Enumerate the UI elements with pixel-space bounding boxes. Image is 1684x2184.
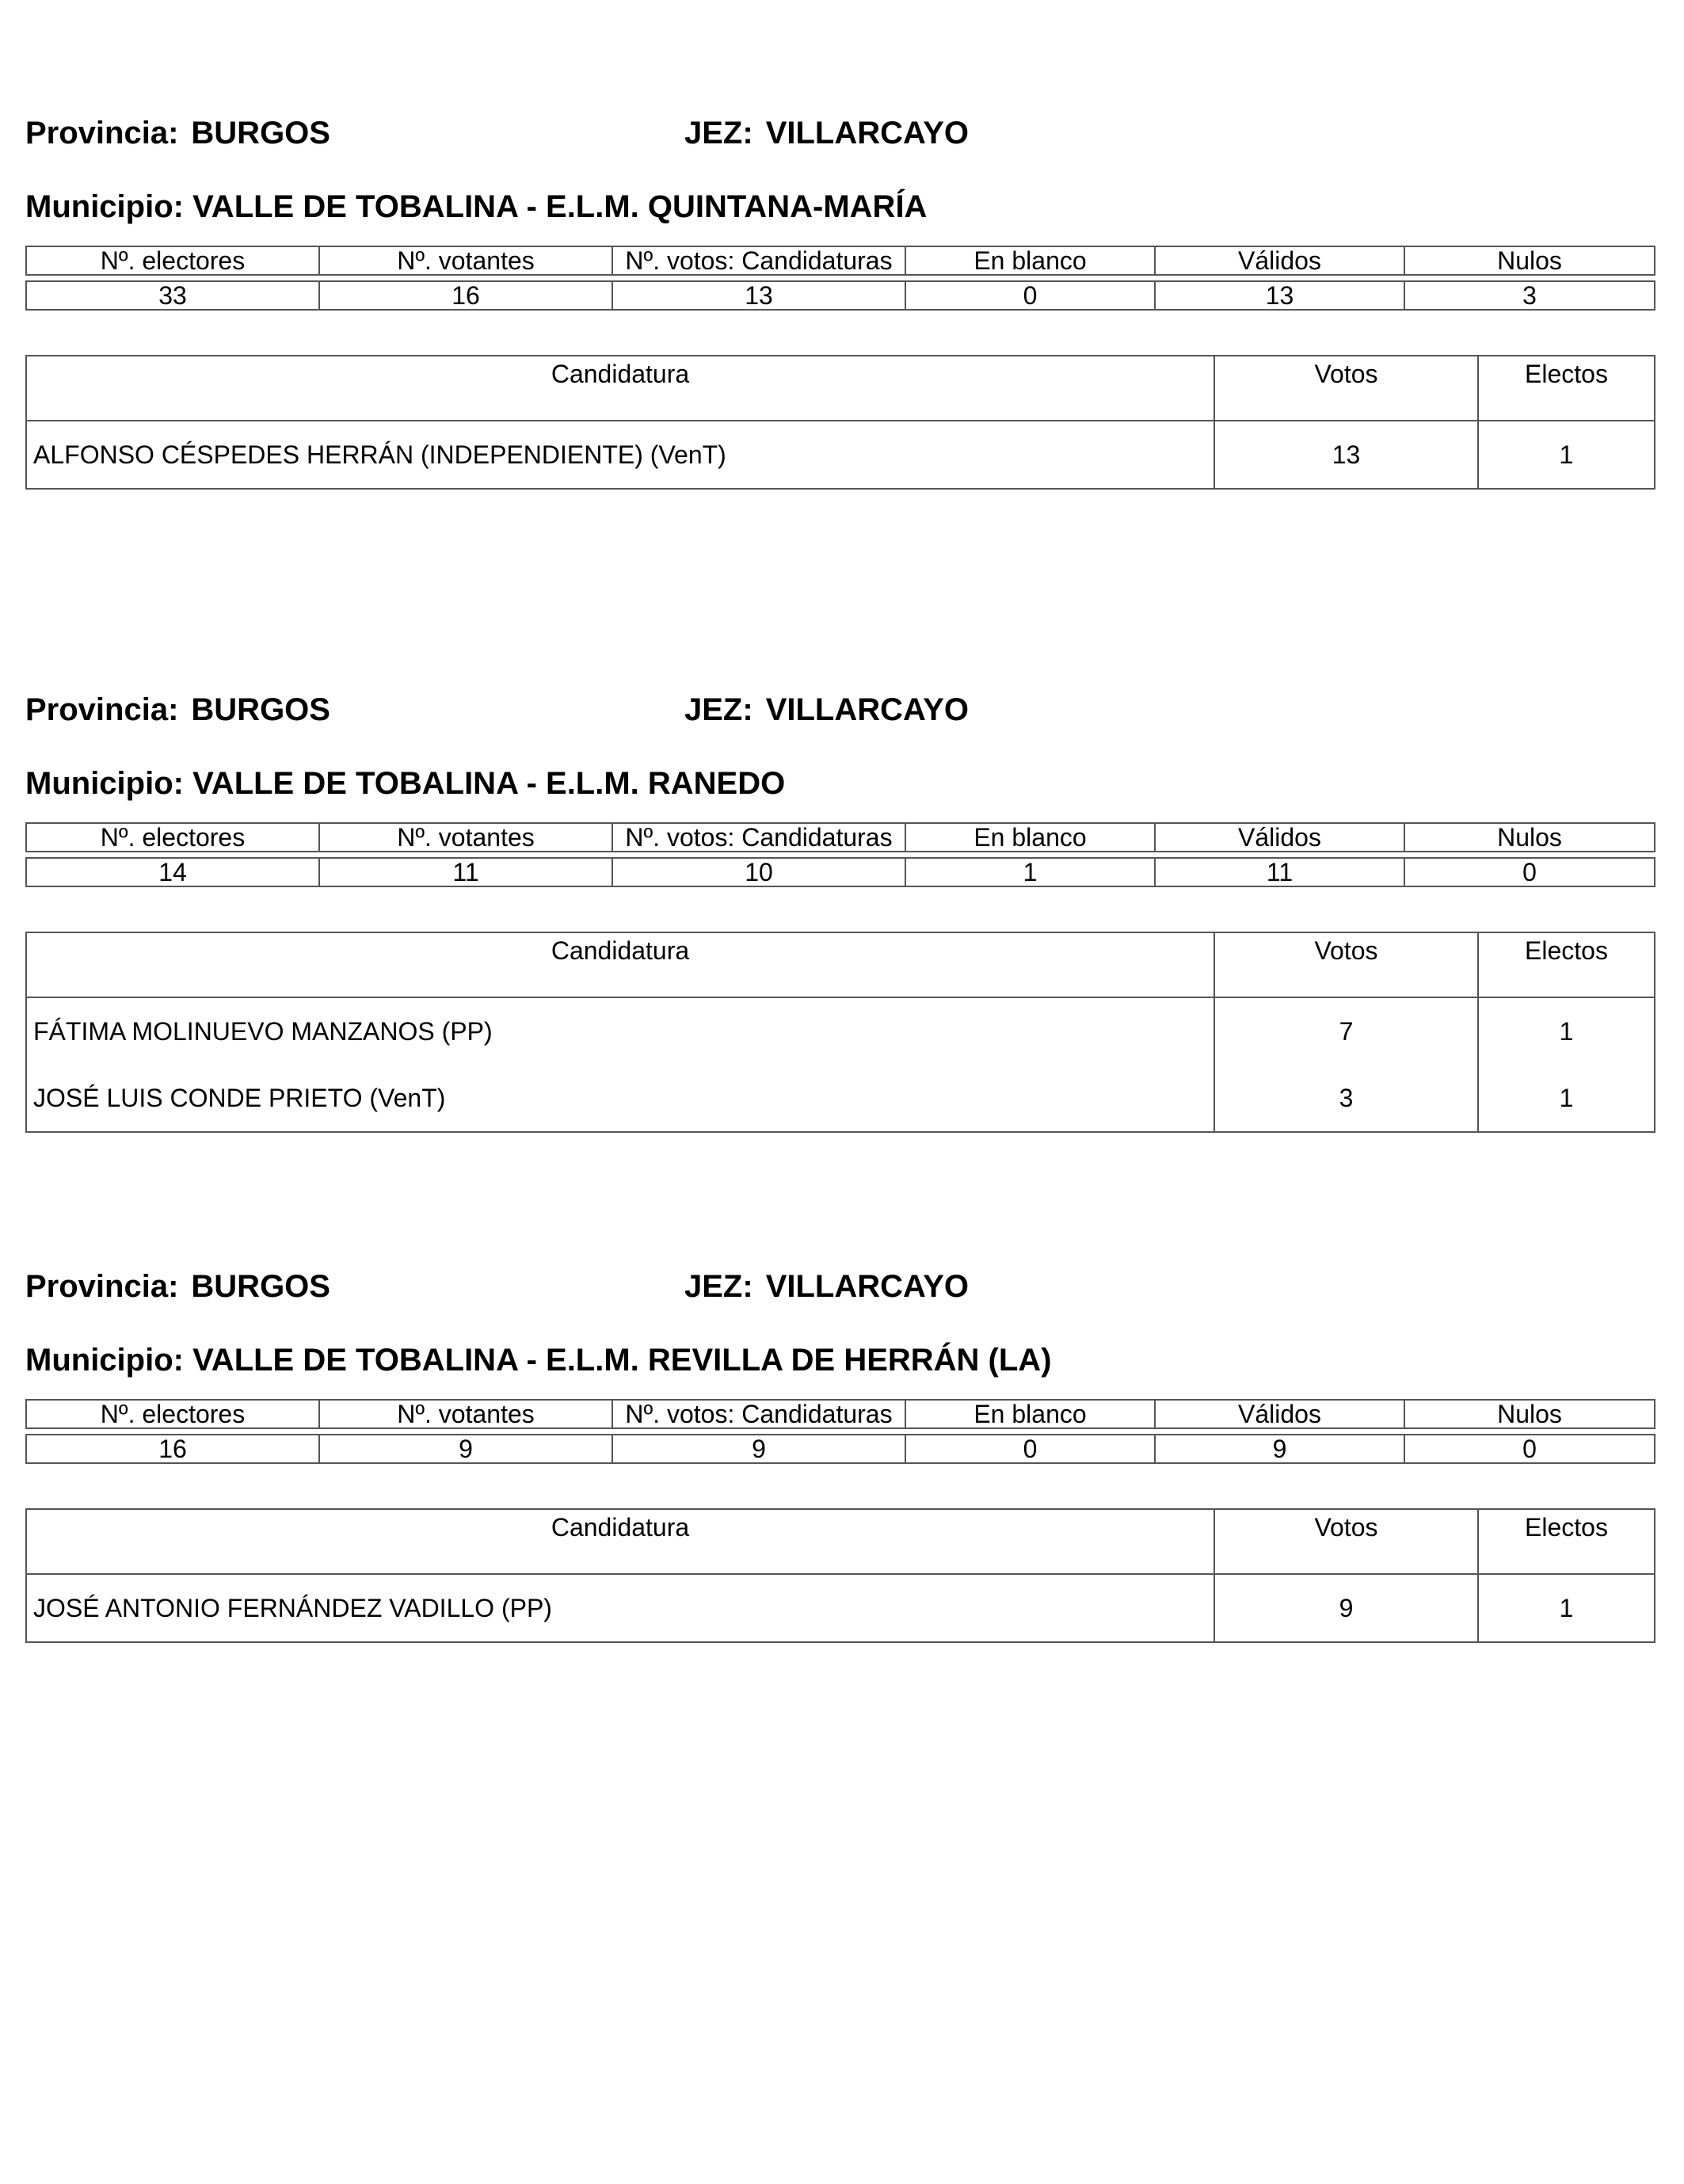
stat-value-en-blanco: 0 — [905, 1435, 1155, 1463]
candidates-header-row — [26, 932, 1655, 997]
provincia-line — [25, 117, 330, 149]
provincia-label: Provincia: — [25, 692, 179, 727]
candidate-votos: 9 — [1214, 1574, 1478, 1642]
stat-value-validos: 11 — [1155, 858, 1404, 886]
jez-value: VILLARCAYO — [765, 692, 970, 727]
stat-header-en-blanco: En blanco — [905, 246, 1155, 275]
municipio-label: Municipio: — [25, 766, 184, 801]
section-revilla-de-herran — [25, 1271, 1654, 1651]
provincia-value: BURGOS — [191, 116, 330, 151]
provincia-line — [25, 694, 330, 726]
candidates-header-row — [26, 356, 1655, 421]
jez-value: VILLARCAYO — [765, 1269, 970, 1304]
municipio-line — [25, 191, 927, 223]
stat-value-nulos: 0 — [1404, 858, 1655, 886]
stat-header-en-blanco: En blanco — [905, 1400, 1155, 1428]
cand-header-votos: Votos — [1214, 356, 1478, 421]
stats-header-row — [26, 1400, 1655, 1428]
stat-value-votantes: 16 — [319, 281, 612, 310]
jez-label: JEZ: — [684, 116, 753, 151]
section-ranedo — [25, 694, 1654, 1153]
stat-header-nulos: Nulos — [1404, 246, 1655, 275]
stat-value-validos: 9 — [1155, 1435, 1404, 1463]
candidate-name: ALFONSO CÉSPEDES HERRÁN (INDEPENDIENTE) (VenT) — [26, 421, 1214, 489]
stat-header-votos-candidaturas: Nº. votos: Candidaturas — [612, 1400, 905, 1428]
stat-value-electores: 16 — [26, 1435, 319, 1463]
stat-value-votos-candidaturas: 9 — [612, 1435, 905, 1463]
candidate-votos: 13 — [1214, 421, 1478, 489]
cand-header-candidatura: Candidatura — [26, 356, 1214, 421]
cand-header-electos: Electos — [1478, 932, 1655, 997]
stats-value-row — [26, 858, 1655, 886]
stat-value-votos-candidaturas: 10 — [612, 858, 905, 886]
candidate-row — [26, 1065, 1655, 1132]
candidate-row — [26, 421, 1655, 489]
stats-gap — [26, 1428, 1655, 1435]
stat-header-votantes: Nº. votantes — [319, 823, 612, 852]
jez-line — [684, 1271, 969, 1302]
cand-header-candidatura: Candidatura — [26, 932, 1214, 997]
stat-value-votantes: 11 — [319, 858, 612, 886]
candidates-table — [25, 932, 1655, 1133]
stat-header-votos-candidaturas: Nº. votos: Candidaturas — [612, 246, 905, 275]
stat-value-electores: 33 — [26, 281, 319, 310]
cand-header-electos: Electos — [1478, 356, 1655, 421]
candidate-row — [26, 1574, 1655, 1642]
provincia-line — [25, 1271, 330, 1302]
jez-value: VILLARCAYO — [765, 116, 970, 151]
stat-value-electores: 14 — [26, 858, 319, 886]
stat-header-electores: Nº. electores — [26, 246, 319, 275]
stat-header-votantes: Nº. votantes — [319, 246, 612, 275]
section-quintana-maria — [25, 117, 1654, 497]
stats-table — [25, 822, 1655, 887]
stat-header-validos: Válidos — [1155, 823, 1404, 852]
cand-header-votos: Votos — [1214, 932, 1478, 997]
candidate-name: JOSÉ LUIS CONDE PRIETO (VenT) — [26, 1065, 1214, 1132]
jez-line — [684, 117, 969, 149]
stat-value-votantes: 9 — [319, 1435, 612, 1463]
cand-header-electos: Electos — [1478, 1509, 1655, 1574]
stat-header-electores: Nº. electores — [26, 823, 319, 852]
candidate-electos: 1 — [1478, 1574, 1655, 1642]
municipio-value: VALLE DE TOBALINA - E.L.M. QUINTANA-MARÍA — [192, 189, 928, 224]
provincia-label: Provincia: — [25, 116, 179, 151]
candidate-name: FÁTIMA MOLINUEVO MANZANOS (PP) — [26, 997, 1214, 1065]
candidate-name: JOSÉ ANTONIO FERNÁNDEZ VADILLO (PP) — [26, 1574, 1214, 1642]
candidates-table — [25, 1508, 1655, 1643]
municipio-label: Municipio: — [25, 189, 184, 224]
stats-header-row — [26, 246, 1655, 275]
stat-value-votos-candidaturas: 13 — [612, 281, 905, 310]
stats-value-row — [26, 281, 1655, 310]
municipio-value: VALLE DE TOBALINA - E.L.M. REVILLA DE HERRÁN (LA) — [192, 1343, 1052, 1378]
candidate-votos: 7 — [1214, 997, 1478, 1065]
stat-header-nulos: Nulos — [1404, 823, 1655, 852]
candidate-row — [26, 997, 1655, 1065]
jez-line — [684, 694, 969, 726]
stat-header-validos: Válidos — [1155, 1400, 1404, 1428]
stat-value-validos: 13 — [1155, 281, 1404, 310]
stats-gap — [26, 275, 1655, 281]
cand-header-candidatura: Candidatura — [26, 1509, 1214, 1574]
municipio-label: Municipio: — [25, 1343, 184, 1378]
municipio-value: VALLE DE TOBALINA - E.L.M. RANEDO — [192, 766, 786, 801]
stat-value-nulos: 0 — [1404, 1435, 1655, 1463]
stat-value-en-blanco: 1 — [905, 858, 1155, 886]
stats-gap — [26, 852, 1655, 858]
stat-header-votos-candidaturas: Nº. votos: Candidaturas — [612, 823, 905, 852]
provincia-value: BURGOS — [191, 1269, 330, 1304]
candidate-electos: 1 — [1478, 997, 1655, 1065]
stats-header-row — [26, 823, 1655, 852]
jez-label: JEZ: — [684, 1269, 753, 1304]
candidates-header-row — [26, 1509, 1655, 1574]
provincia-label: Provincia: — [25, 1269, 179, 1304]
candidate-electos: 1 — [1478, 1065, 1655, 1132]
candidate-votos: 3 — [1214, 1065, 1478, 1132]
stats-table — [25, 1399, 1655, 1464]
stat-header-validos: Válidos — [1155, 246, 1404, 275]
stat-header-votantes: Nº. votantes — [319, 1400, 612, 1428]
stat-header-en-blanco: En blanco — [905, 823, 1155, 852]
municipio-line — [25, 1344, 1052, 1376]
stat-header-electores: Nº. electores — [26, 1400, 319, 1428]
jez-label: JEZ: — [684, 692, 753, 727]
municipio-line — [25, 768, 785, 799]
cand-header-votos: Votos — [1214, 1509, 1478, 1574]
candidate-electos: 1 — [1478, 421, 1655, 489]
candidates-table — [25, 355, 1655, 490]
stats-value-row — [26, 1435, 1655, 1463]
stat-header-nulos: Nulos — [1404, 1400, 1655, 1428]
stats-table — [25, 246, 1655, 311]
provincia-value: BURGOS — [191, 692, 330, 727]
stat-value-nulos: 3 — [1404, 281, 1655, 310]
stat-value-en-blanco: 0 — [905, 281, 1155, 310]
